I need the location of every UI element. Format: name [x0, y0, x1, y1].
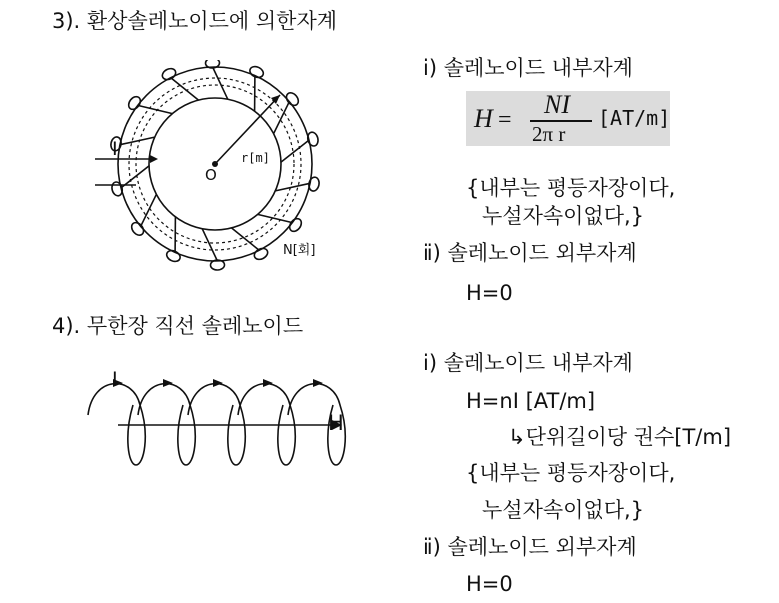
sec3-inner-heading: ⅰ) 솔레노이드 내부자계 — [423, 56, 633, 80]
toroid-formula-box — [466, 91, 670, 146]
section-3-heading: 3). 환상솔레노이드에 의한자계 — [52, 9, 338, 33]
current-direction-arrow — [263, 379, 273, 387]
winding-wire — [274, 102, 290, 134]
formula-lhs: H — [474, 104, 493, 133]
sec3-outer-heading: ⅱ) 솔레노이드 외부자계 — [423, 241, 637, 265]
winding-loop — [252, 246, 269, 261]
toroid-current-label: I — [112, 138, 118, 160]
winding-wire — [141, 194, 157, 226]
formula-eq: = — [498, 107, 512, 133]
winding-wire — [202, 229, 217, 261]
toroid-turns-label: N[회] — [283, 243, 316, 258]
winding-loop — [129, 220, 146, 237]
current-direction-arrow — [213, 379, 223, 387]
winding-wire — [120, 137, 155, 145]
winding-wire — [213, 67, 228, 99]
winding-loop — [160, 66, 177, 81]
winding-loop — [111, 181, 124, 197]
winding-wire — [138, 105, 173, 113]
winding-loop — [248, 65, 265, 80]
formula-denominator: 2π r — [532, 122, 566, 146]
sec4-formula: H=nI [AT/m] — [466, 389, 596, 413]
winding-loop — [287, 216, 303, 233]
sec4-inner-heading: ⅰ) 솔레노이드 내부자계 — [423, 351, 633, 375]
winding-loop — [284, 91, 301, 108]
winding-loop — [306, 131, 319, 147]
sec4-outer-value: H=0 — [466, 572, 513, 596]
current-direction-arrow — [313, 379, 323, 387]
current-direction-arrow — [163, 379, 173, 387]
solenoid-field-label: H — [328, 411, 344, 435]
winding-loop — [126, 94, 142, 111]
solenoid-current-label: I — [112, 368, 118, 390]
sec4-unit-note: ↳단위길이당 권수[T/m] — [508, 425, 732, 449]
section-4-heading: 4). 무한장 직선 솔레노이드 — [52, 314, 304, 338]
toroid-figure — [90, 60, 450, 340]
winding-wire — [281, 140, 309, 162]
winding-wire — [232, 228, 260, 250]
toroid-center-label: O — [205, 166, 217, 184]
sec4-note-line1: {내부는 평등자장이다, — [466, 461, 676, 485]
sec4-note-line2: 누설자속이없다,} — [482, 498, 645, 522]
sec3-note-line1: {내부는 평등자장이다, — [466, 176, 676, 200]
winding-wire — [171, 78, 199, 100]
winding-loop — [165, 249, 182, 264]
sec3-note-line2: 누설자속이없다,} — [482, 204, 645, 228]
sec4-outer-heading: ⅱ) 솔레노이드 외부자계 — [423, 535, 637, 559]
formula-unit: [AT/m] — [598, 106, 671, 130]
formula-numerator: NI — [544, 90, 570, 119]
solenoid-figure — [78, 370, 368, 480]
winding-wire — [275, 183, 310, 191]
toroid-radius-label: r[m] — [241, 151, 270, 165]
sec3-outer-value: H=0 — [466, 281, 513, 305]
